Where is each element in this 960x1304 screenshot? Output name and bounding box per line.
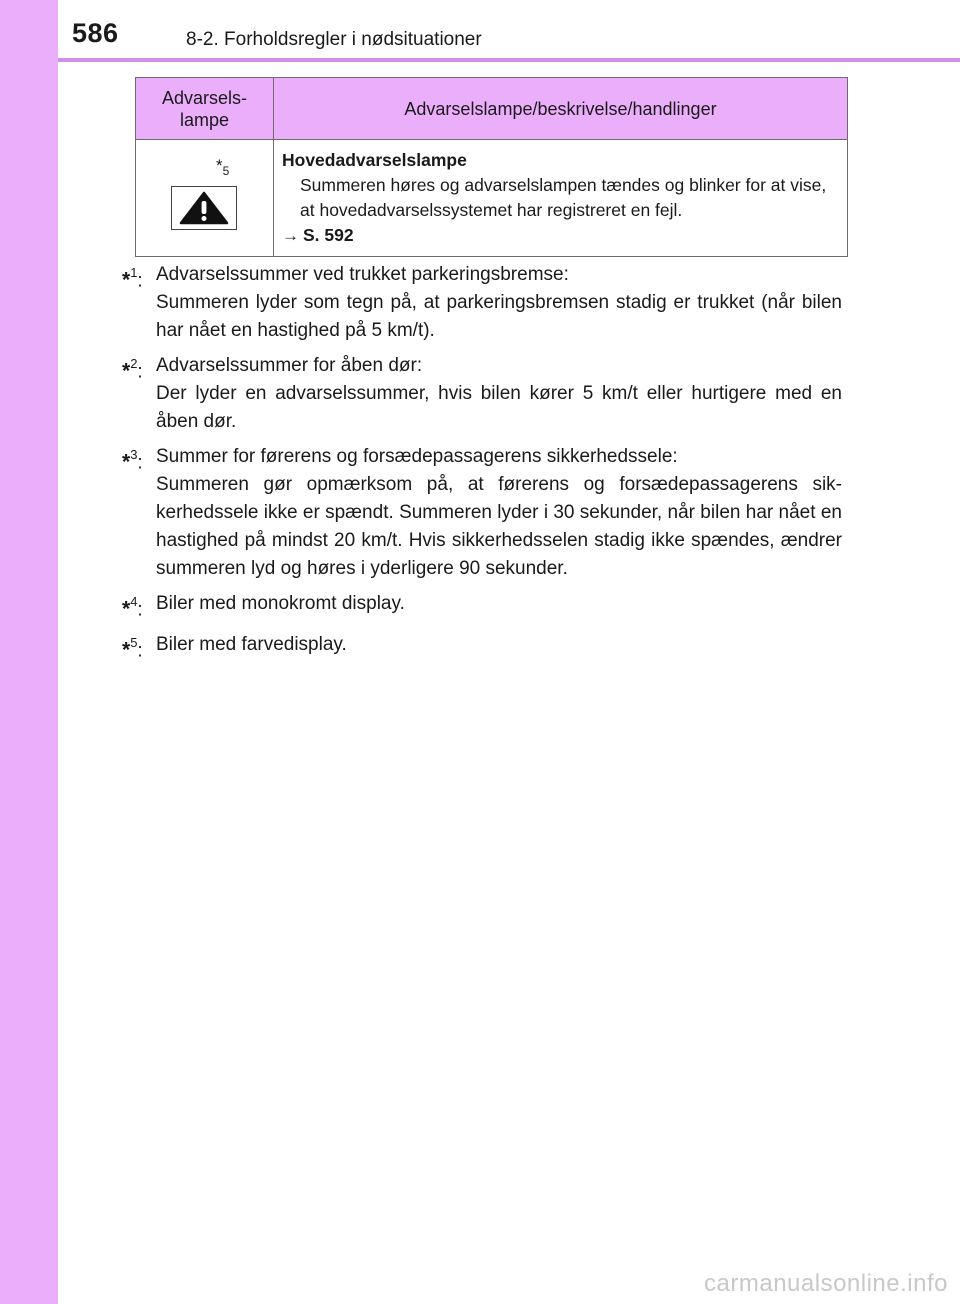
footnote-heading: Summer for førerens og forsædepassagerens sikkerhedssele:: [156, 446, 678, 467]
warning-triangle-icon: [171, 186, 237, 230]
description-cell: [274, 140, 848, 257]
footnote-heading: Biler med farvedisplay.: [156, 634, 347, 656]
lamp-description: Summeren høres og advarselslampen tændes og blinker for at vise, at hovedadvarselssystemet har registreret en fejl.: [300, 175, 827, 220]
footnote-item: *$^3$: Summer for førerens og forsædepassagerens sikkerhedssele: Summeren gør opmærksom på, at førerens og forsædepassagerens sik-kerhedssele ikke er spændt. Summeren lyder i 30 sekunder, når bilen har nået en hastighed på mindst 20 km/t. Hvis sikkerhedsselen stadig ikke spændes, ændrer summeren lyd og høres i yderligere 90 sekunder.: [122, 443, 842, 583]
footnote-heading: Advarselssummer for åben dør:: [156, 355, 423, 376]
footnote-item: *$^2$: Advarselssummer for åben dør: Der lyder en advarselssummer, hvis bilen kører 5 km/t eller hurtigere med en åben dør.: [122, 352, 842, 436]
column-header-description: Advarselslampe/beskrivelse/handlinger: [274, 78, 848, 140]
footnote-text: Summeren gør opmærksom på, at førerens og forsædepassagerens sik-kerhedssele ikke er spændt. Summeren lyder i 30 sekunder, når bilen har nået en hastighed på mindst 20 km/t. Hvis sikkerhedsselen stadig ikke spændes, ændrer summeren lyd og høres i yderligere 90 sekunder.: [156, 474, 842, 579]
footnote-text: Der lyder en advarselssummer, hvis bilen kører 5 km/t eller hurtigere med en åben dør.: [156, 383, 842, 432]
footnote-text: Summeren lyder som tegn på, at parkeringsbremsen stadig er trukket (når bilen har nået en hastighed på 5 km/t).: [156, 292, 842, 341]
page-number: 586: [72, 18, 119, 48]
table-row: [136, 140, 848, 257]
lamp-cell: [136, 140, 274, 257]
arrow-right-icon: →: [282, 226, 299, 245]
warning-table: [135, 77, 848, 257]
header-divider: [58, 58, 960, 62]
footnotes: [122, 261, 842, 673]
footnote-heading: Advarselssummer ved trukket parkeringsbremse:: [156, 264, 569, 285]
page-reference[interactable]: [282, 223, 839, 248]
footnote-heading: Biler med monokromt display.: [156, 593, 405, 614]
watermark: carmanualsonline.info: [704, 1270, 948, 1297]
lamp-title: Hovedadvarselslampe: [282, 150, 467, 170]
table-header-row: [136, 78, 848, 140]
footnote-ref: $*_5$: [216, 156, 230, 178]
footnote-item: *$^5$: Biler med farvedisplay.: [122, 631, 842, 665]
footnote-item: *$^1$: Advarselssummer ved trukket parkeringsbremse: Summeren lyder som tegn på, at parkeringsbremsen stadig er trukket (når bilen har nået en hastighed på 5 km/t).: [122, 261, 842, 345]
side-color-band: [0, 0, 58, 1304]
column-header-lamp: Advarsels- lampe: [136, 78, 274, 140]
section-title: 8-2. Forholdsregler i nødsituationer: [186, 29, 482, 50]
page-reference-label: S. 592: [303, 225, 354, 245]
footnote-item: *$^4$: Biler med monokromt display.: [122, 590, 842, 624]
